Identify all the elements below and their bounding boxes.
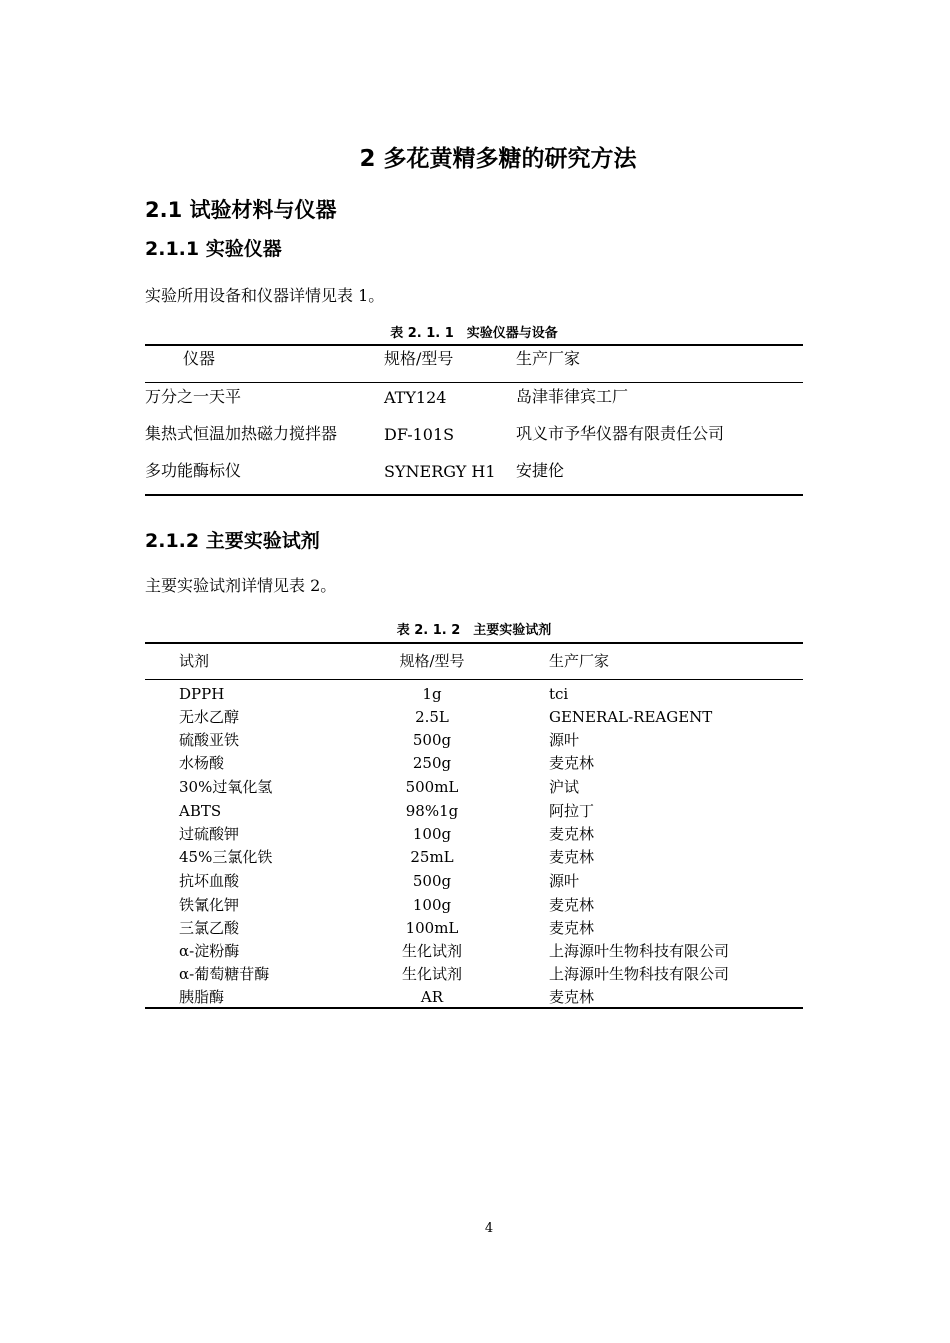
table1-cell: 集热式恒温加热磁力搅拌器 <box>145 424 338 443</box>
table2-cell: 500g <box>412 731 452 749</box>
table2-cell: 沪试 <box>549 778 580 796</box>
table2-cell: 500g <box>412 872 452 890</box>
table2-bottom-rule <box>145 1007 803 1009</box>
table2-cell: 铁氰化钾 <box>179 896 240 914</box>
table1-header-manufacturer: 生产厂家 <box>516 349 581 368</box>
table2-cell: 麦克林 <box>549 848 595 866</box>
table2-cell: 麦克林 <box>549 896 595 914</box>
table2-cell: 25mL <box>410 848 454 866</box>
table2-cell: AR <box>420 988 444 1006</box>
table1-header-rule <box>145 382 803 383</box>
table2-cell: 上海源叶生物科技有限公司 <box>549 965 730 983</box>
table2-cell: 麦克林 <box>549 754 595 772</box>
table2-cell: 上海源叶生物科技有限公司 <box>549 942 730 960</box>
table2-cell: 硫酸亚铁 <box>179 731 240 749</box>
table2-cell: 生化试剂 <box>401 942 462 960</box>
chapter-title: 2 多花黄精多糖的研究方法 <box>359 146 637 172</box>
table2-cell: 胰脂酶 <box>179 988 225 1006</box>
subsection-title-instruments: 2.1.1 实验仪器 <box>145 238 282 260</box>
table1-header-instrument: 仪器 <box>183 349 216 368</box>
table1-cell: 多功能酶标仪 <box>145 461 242 480</box>
table1-cell: 安捷伦 <box>516 461 565 480</box>
table2-cell: 100mL <box>405 919 459 937</box>
table2-top-rule <box>145 642 803 644</box>
table2-cell: tci <box>549 685 569 703</box>
table1-cell: 万分之一天平 <box>145 387 242 406</box>
table2-cell: 阿拉丁 <box>549 802 595 820</box>
table2-header-reagent: 试剂 <box>179 652 210 670</box>
table2-cell: 源叶 <box>549 731 580 749</box>
table2-header-rule <box>145 679 803 680</box>
table2-cell: 生化试剂 <box>401 965 462 983</box>
table2-cell: 45%三氯化铁 <box>179 848 273 866</box>
subsection-title-reagents: 2.1.2 主要实验试剂 <box>145 530 320 552</box>
table1-cell: 岛津菲律宾工厂 <box>516 387 629 406</box>
table2-cell: 麦克林 <box>549 988 595 1006</box>
table2-cell: 2.5L <box>415 708 449 726</box>
table2-cell: 98%1g <box>405 802 459 820</box>
table1-cell: 巩义市予华仪器有限责任公司 <box>516 424 725 443</box>
table1-cell: ATY124 <box>384 388 447 407</box>
table2-cell: 抗坏血酸 <box>179 872 240 890</box>
table2-cell: 三氯乙酸 <box>179 919 240 937</box>
table2-cell: GENERAL-REAGENT <box>549 708 713 726</box>
table2-cell: ABTS <box>179 802 222 820</box>
table2-cell: 麦克林 <box>549 919 595 937</box>
table1-caption: 表 2. 1. 1 实验仪器与设备 <box>390 326 558 341</box>
table2-cell: 过硫酸钾 <box>179 825 240 843</box>
table2-cell: 麦克林 <box>549 825 595 843</box>
instruments-intro-text: 实验所用设备和仪器详情见表 1。 <box>145 286 385 305</box>
table2-cell: 100g <box>412 825 452 843</box>
section-title: 2.1 试验材料与仪器 <box>145 198 337 222</box>
table1-cell: DF-101S <box>384 425 455 444</box>
table1-bottom-rule <box>145 494 803 496</box>
table2-cell: 500mL <box>405 778 459 796</box>
table2-cell: 水杨酸 <box>179 754 225 772</box>
table1-top-rule <box>145 344 803 346</box>
table2-cell: 30%过氧化氢 <box>179 778 273 796</box>
table2-header-manufacturer: 生产厂家 <box>549 652 610 670</box>
table2-cell: 无水乙醇 <box>179 708 240 726</box>
table2-cell: α-淀粉酶 <box>179 942 240 960</box>
table2-cell: α-葡萄糖苷酶 <box>179 965 270 983</box>
table2-caption: 表 2. 1. 2 主要实验试剂 <box>396 623 552 638</box>
table2-cell: DPPH <box>179 685 225 703</box>
table2-cell: 250g <box>412 754 452 772</box>
reagents-intro-text: 主要实验试剂详情见表 2。 <box>145 576 337 595</box>
table1-header-model: 规格/型号 <box>384 349 454 368</box>
table1-cell: SYNERGY H1 <box>384 462 496 481</box>
page-number: 4 <box>484 1221 494 1236</box>
table2-cell: 1g <box>422 685 442 703</box>
table2-cell: 100g <box>412 896 452 914</box>
table2-header-model: 规格/型号 <box>399 652 465 670</box>
table2-cell: 源叶 <box>549 872 580 890</box>
